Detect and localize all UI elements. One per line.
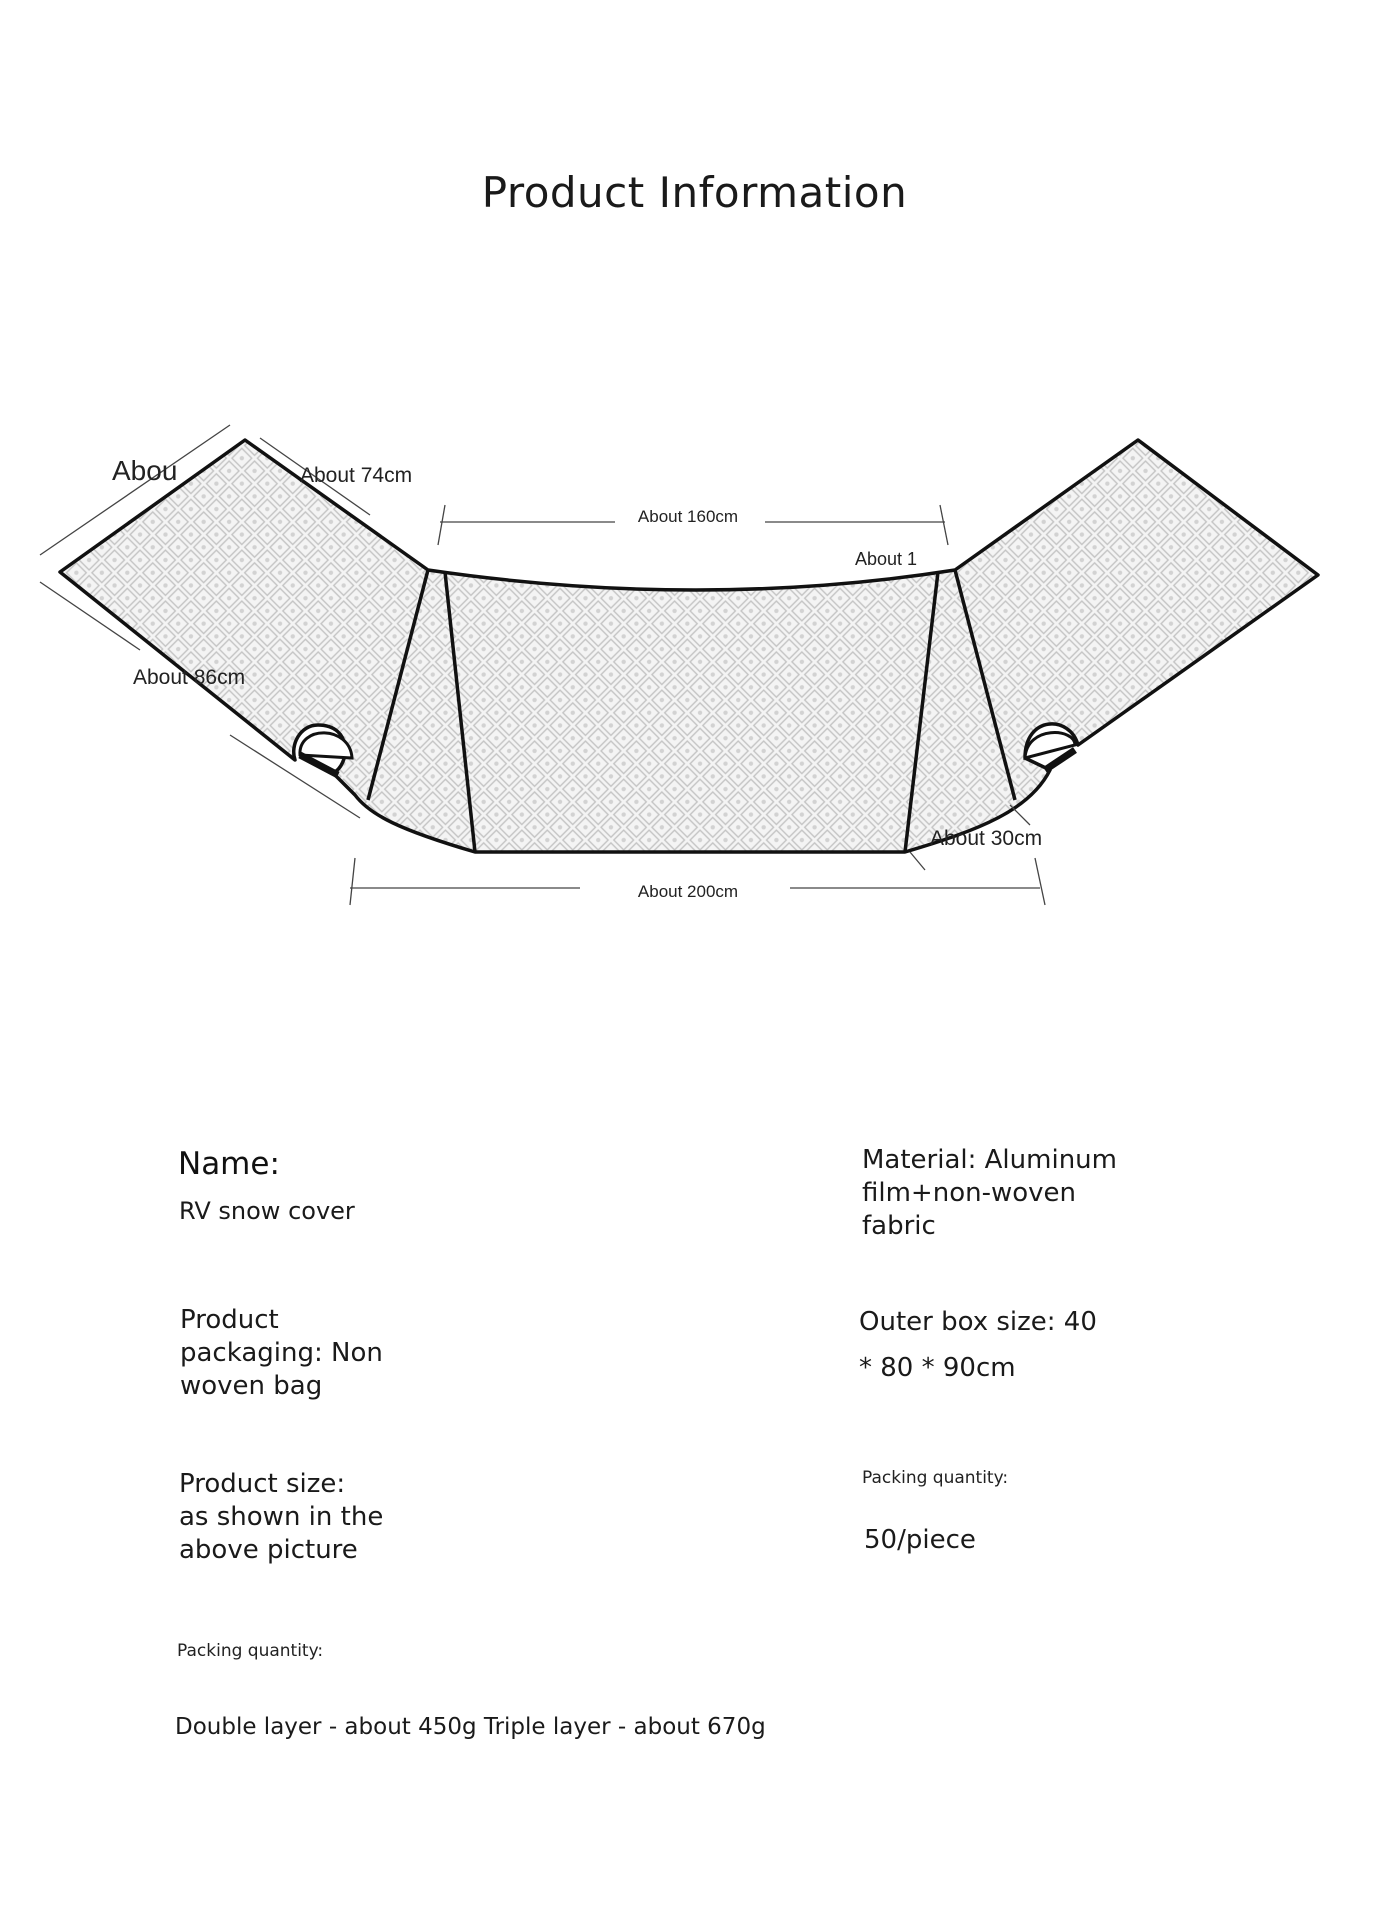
weight-value: Double layer - about 450g Triple layer - about 670g (175, 1714, 766, 1740)
dimension-wing-length: About 86cm (133, 666, 246, 689)
dimension-truncated-left: Abou (112, 455, 178, 486)
page-title: Product Information (481, 168, 908, 217)
dimension-wing-side: About 74cm (300, 464, 413, 487)
packing-quantity-label: Packing quantity: (862, 1468, 1009, 1488)
dimension-flap: About 30cm (930, 827, 1043, 850)
material-info: Material: Aluminum film+non-woven fabric (862, 1145, 1117, 1241)
product-size-info: Product size: as shown in the above picture (179, 1469, 384, 1565)
dimension-bottom-width: About 200cm (637, 882, 739, 901)
name-value: RV snow cover (179, 1197, 355, 1225)
packing-quantity-value: 50/piece (864, 1525, 976, 1555)
snow-cover-outline (60, 440, 1318, 852)
name-label: Name: (178, 1146, 280, 1182)
weight-label: Packing quantity: (177, 1641, 324, 1661)
dimension-top-width: About 160cm (637, 507, 739, 526)
dimension-truncated-right: About 1 (855, 549, 918, 569)
packaging-info: Product packaging: Non woven bag (180, 1305, 383, 1401)
outer-box-size: Outer box size: 40 * 80 * 90cm (859, 1307, 1097, 1383)
product-dimension-diagram (0, 400, 1389, 920)
